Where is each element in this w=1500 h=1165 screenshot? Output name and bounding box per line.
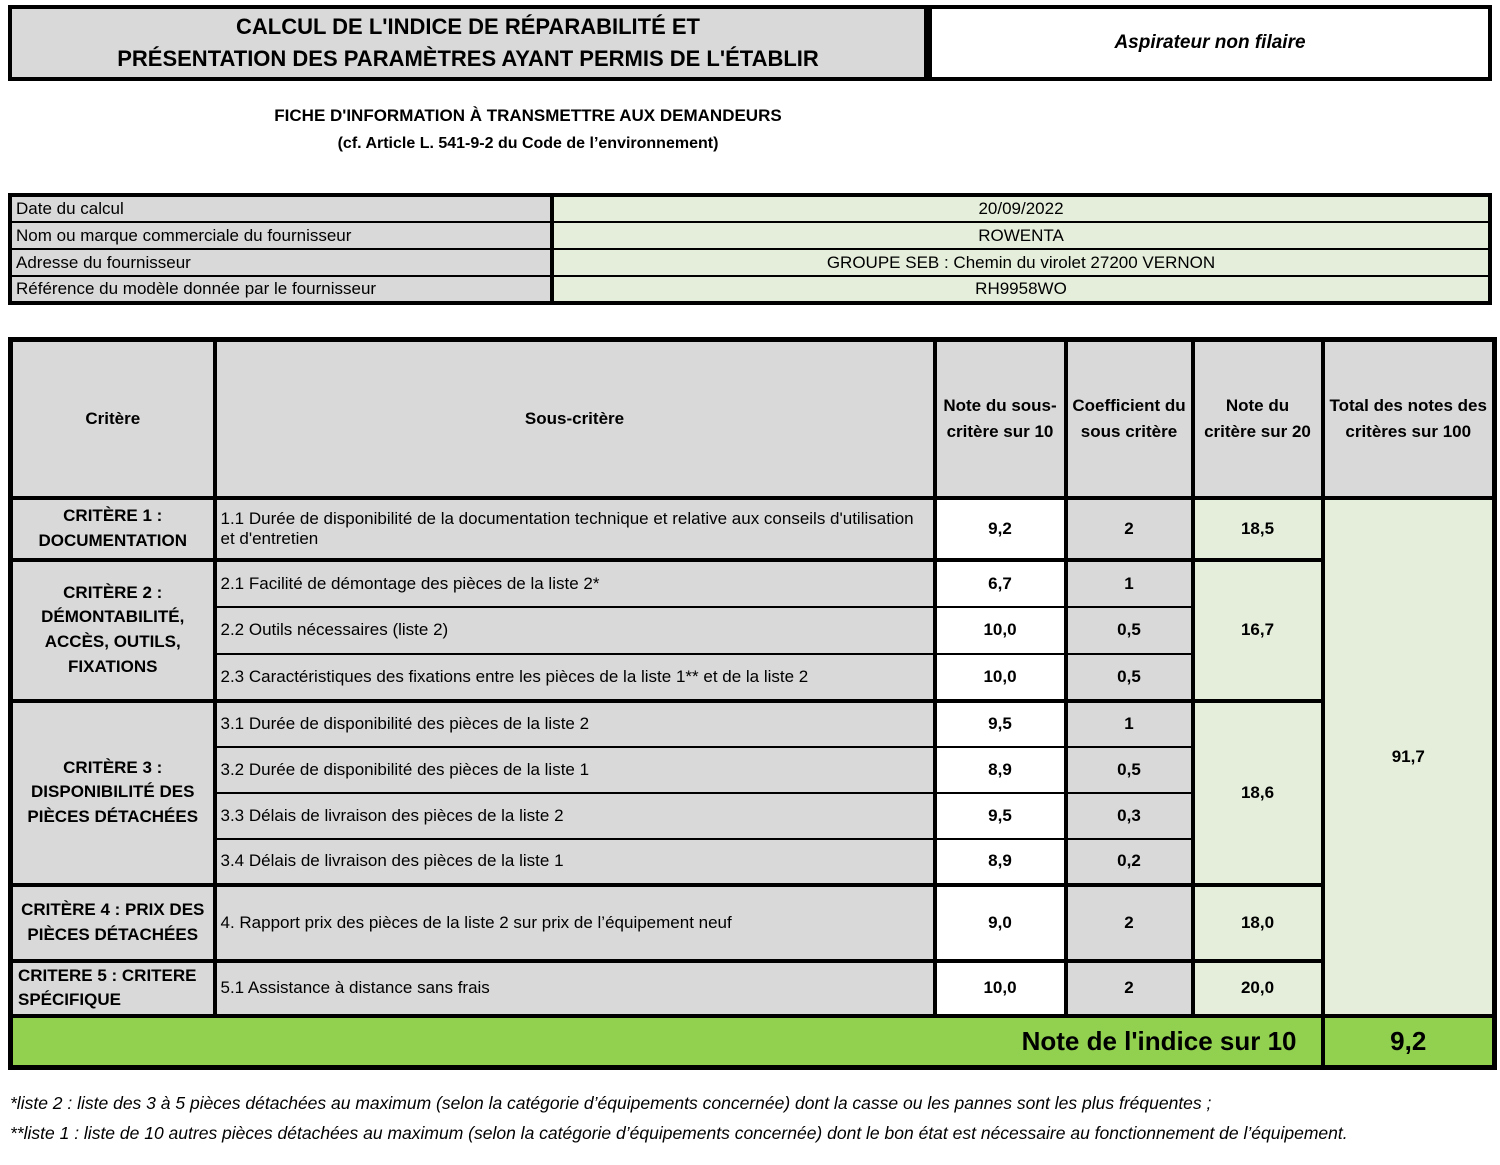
sub-criterion-5-1: 5.1 Assistance à distance sans frais (215, 961, 935, 1016)
sub-criterion-2-2: 2.2 Outils nécessaires (liste 2) (215, 607, 935, 654)
criterion-1-label: CRITÈRE 1 : DOCUMENTATION (11, 498, 215, 560)
coefficient-2-1: 1 (1066, 560, 1193, 607)
score-3-3: 9,5 (935, 793, 1066, 839)
table-row (10, 276, 1490, 303)
coefficient-5-1: 2 (1066, 961, 1193, 1016)
header-note-sous-critere: Note du sous-critère sur 10 (935, 340, 1066, 498)
header-sous-critere: Sous-critère (215, 340, 935, 498)
table-row (11, 498, 1495, 560)
supplier-info-table (8, 193, 1492, 305)
document-title-box (8, 5, 928, 81)
criterion-4-score: 18,0 (1193, 885, 1323, 961)
criterion-5-label: CRITERE 5 : CRITERE SPÉCIFIQUE (11, 961, 215, 1016)
coefficient-3-4: 0,2 (1066, 839, 1193, 885)
coefficient-2-3: 0,5 (1066, 654, 1193, 701)
info-label-date: Date du calcul (10, 195, 552, 222)
score-2-3: 10,0 (935, 654, 1066, 701)
header-total: Total des notes des critères sur 100 (1323, 340, 1495, 498)
document-title-line2: PRÉSENTATION DES PARAMÈTRES AYANT PERMIS DE L'ÉTABLIR (117, 46, 819, 71)
table-row (11, 961, 1495, 1016)
table-row (10, 222, 1490, 249)
index-score-value: 9,2 (1323, 1016, 1495, 1068)
document-subtitle (8, 106, 1048, 153)
sub-criterion-2-1: 2.1 Facilité de démontage des pièces de la liste 2* (215, 560, 935, 607)
footnotes (10, 1088, 1492, 1148)
coefficient-3-1: 1 (1066, 701, 1193, 747)
table-row (11, 885, 1495, 961)
header-coefficient: Coefficient du sous critère (1066, 340, 1193, 498)
sub-criterion-1-1: 1.1 Durée de disponibilité de la documentation technique et relative aux conseils d'utilisation et d'entretien (215, 498, 935, 560)
table-header-row (11, 340, 1495, 498)
coefficient-3-3: 0,3 (1066, 793, 1193, 839)
score-2-1: 6,7 (935, 560, 1066, 607)
score-1-1: 9,2 (935, 498, 1066, 560)
sub-criterion-3-2: 3.2 Durée de disponibilité des pièces de la liste 1 (215, 747, 935, 793)
table-row (11, 560, 1495, 607)
coefficient-3-2: 0,5 (1066, 747, 1193, 793)
index-score-label: Note de l'indice sur 10 (11, 1016, 1323, 1068)
footnote-liste-2: *liste 2 : liste des 3 à 5 pièces détachées au maximum (selon la catégorie d’équipements concernée) dont la casse ou les pannes sont les plus fréquentes ; (10, 1093, 1212, 1113)
info-label-address: Adresse du fournisseur (10, 249, 552, 276)
score-3-2: 8,9 (935, 747, 1066, 793)
footnote-liste-1: **liste 1 : liste de 10 autres pièces détachées au maximum (selon la catégorie d’équipements concernée) dont le bon état est nécessaire au fonctionnement de l’équipement. (10, 1123, 1348, 1143)
criterion-3-label: CRITÈRE 3 : DISPONIBILITÉ DES PIÈCES DÉTACHÉES (11, 701, 215, 885)
coefficient-2-2: 0,5 (1066, 607, 1193, 654)
info-value-reference: RH9958WO (552, 276, 1490, 303)
product-category-label: Aspirateur non filaire (1114, 32, 1306, 53)
score-2-2: 10,0 (935, 607, 1066, 654)
subtitle-line2: (cf. Article L. 541-9-2 du Code de l’environnement) (337, 135, 719, 152)
coefficient-1-1: 2 (1066, 498, 1193, 560)
criterion-1-score: 18,5 (1193, 498, 1323, 560)
score-3-4: 8,9 (935, 839, 1066, 885)
criteria-table (8, 337, 1497, 1070)
subtitle-line1: FICHE D'INFORMATION À TRANSMETTRE AUX DEMANDEURS (274, 106, 782, 125)
criterion-4-label: CRITÈRE 4 : PRIX DES PIÈCES DÉTACHÉES (11, 885, 215, 961)
table-row (10, 249, 1490, 276)
sub-criterion-4: 4. Rapport prix des pièces de la liste 2 sur prix de l’équipement neuf (215, 885, 935, 961)
total-score-cell: 91,7 (1323, 498, 1495, 1016)
coefficient-4: 2 (1066, 885, 1193, 961)
header-critere: Critère (11, 340, 215, 498)
sub-criterion-3-4: 3.4 Délais de livraison des pièces de la liste 1 (215, 839, 935, 885)
header-note-critere: Note du critère sur 20 (1193, 340, 1323, 498)
criterion-2-label: CRITÈRE 2 : DÉMONTABILITÉ, ACCÈS, OUTILS, FIXATIONS (11, 560, 215, 701)
product-category-box (928, 5, 1492, 81)
info-value-brand: ROWENTA (552, 222, 1490, 249)
score-3-1: 9,5 (935, 701, 1066, 747)
criterion-5-score: 20,0 (1193, 961, 1323, 1016)
sub-criterion-3-1: 3.1 Durée de disponibilité des pièces de la liste 2 (215, 701, 935, 747)
info-label-reference: Référence du modèle donnée par le fournisseur (10, 276, 552, 303)
info-value-address: GROUPE SEB : Chemin du virolet 27200 VERNON (552, 249, 1490, 276)
sub-criterion-3-3: 3.3 Délais de livraison des pièces de la liste 2 (215, 793, 935, 839)
table-row (11, 701, 1495, 747)
info-label-brand: Nom ou marque commerciale du fournisseur (10, 222, 552, 249)
index-score-row (11, 1016, 1495, 1068)
sub-criterion-2-3: 2.3 Caractéristiques des fixations entre les pièces de la liste 1** et de la liste 2 (215, 654, 935, 701)
criterion-3-score: 18,6 (1193, 701, 1323, 885)
criterion-2-score: 16,7 (1193, 560, 1323, 701)
score-4: 9,0 (935, 885, 1066, 961)
document-title-line1: CALCUL DE L'INDICE DE RÉPARABILITÉ ET (236, 14, 700, 40)
table-row (10, 195, 1490, 222)
score-5-1: 10,0 (935, 961, 1066, 1016)
info-value-date: 20/09/2022 (552, 195, 1490, 222)
